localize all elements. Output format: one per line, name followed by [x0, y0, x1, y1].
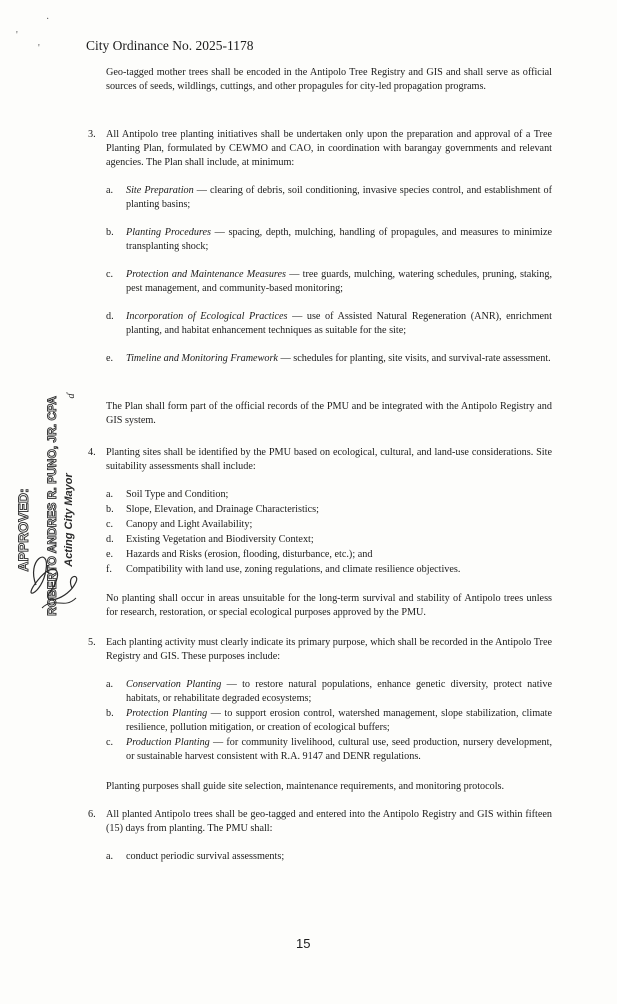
list-item-planting-procedures: Planting Procedures — spacing, depth, mulching, handling of propagules, and measures to minimize transplanting shock;: [126, 227, 552, 253]
scan-speck: ': [16, 30, 18, 41]
list-item-protection-planting: Protection Planting — to support erosion control, watershed management, slope stabilization, climate resilience, pollution mitigation, or creation of ecological buffers;: [126, 708, 552, 734]
section-3-text: All Antipolo tree planting initiatives shall be undertaken only upon the preparation and approval of a Tree Planting Plan, formulated by CEWMO and CAO, in coordination with barangay governments and relevant agencies. The Plan shall include, at minimum:: [106, 129, 552, 169]
scan-speck: ': [38, 43, 40, 54]
page-number: 15: [296, 936, 311, 951]
list-item: Soil Type and Condition;: [126, 489, 229, 500]
stamp-name-text: ROBERTO ANDRES R. PUNO, JR. CPA: [45, 396, 59, 616]
ordinance-header: City Ordinance No. 2025-1178: [86, 38, 254, 53]
section-5-closing: Planting purposes shall guide site selection, maintenance requirements, and monitoring protocols.: [106, 781, 505, 792]
list-item: Slope, Elevation, and Drainage Characteristics;: [126, 504, 319, 515]
section-5-number: 5.: [88, 637, 96, 648]
list-letter: c.: [106, 737, 114, 748]
list-item-site-preparation: Site Preparation — clearing of debris, soil conditioning, invasive species control, and establishment of planting basins;: [126, 185, 552, 211]
list-letter: f.: [106, 564, 112, 575]
section-6-text: All planted Antipolo trees shall be geo-tagged and entered into the Antipolo Registry and GIS within fifteen (15) days from planting. The PMU shall:: [106, 809, 552, 835]
svg-text:ɗ: ɗ: [66, 393, 77, 399]
intro-paragraph: Geo-tagged mother trees shall be encoded in the Antipolo Tree Registry and GIS and shall serve as official sources of seeds, wildlings, cuttings, and other propagules for city-led propagation programs.: [106, 67, 552, 93]
list-item: Canopy and Light Availability;: [126, 519, 253, 530]
stamp-approved-text: APPROVED:: [15, 488, 31, 572]
list-letter: a.: [106, 185, 114, 196]
section-6-number: 6.: [88, 809, 96, 820]
list-letter: b.: [106, 227, 114, 238]
scan-speck: ·: [46, 14, 50, 25]
list-letter: c.: [106, 269, 114, 280]
approval-stamp: [6, 370, 92, 642]
section-4-text: Planting sites shall be identified by the PMU based on ecological, cultural, and land-use considerations. Site suitability assessments shall include:: [106, 447, 552, 473]
section-4-number: 4.: [88, 447, 96, 458]
section-4-closing: No planting shall occur in areas unsuitable for the long-term survival and stability of Antipolo trees unless for research, restoration, or special ecological purposes approved by the PMU.: [106, 593, 552, 619]
list-letter: a.: [106, 489, 114, 500]
list-letter: c.: [106, 519, 114, 530]
list-item: Hazards and Risks (erosion, flooding, disturbance, etc.); and: [126, 549, 373, 560]
list-letter: e.: [106, 549, 114, 560]
stamp-title-text: Acting City Mayor: [63, 473, 75, 567]
list-item-protection-maintenance: Protection and Maintenance Measures — tree guards, mulching, watering schedules, pruning, staking, pest management, and community-based monitoring;: [126, 269, 552, 295]
list-letter: a.: [106, 851, 114, 862]
section-3-number: 3.: [88, 129, 96, 140]
section-5-text: Each planting activity must clearly indicate its primary purpose, which shall be recorded in the Antipolo Tree Registry and GIS. These purposes include:: [106, 637, 552, 663]
section-3-closing: The Plan shall form part of the official records of the PMU and be integrated with the Antipolo Registry and GIS system.: [106, 401, 552, 427]
list-item: Compatibility with land use, zoning regulations, and climate resilience objectives.: [126, 564, 461, 575]
list-item-ecological-practices: Incorporation of Ecological Practices — use of Assisted Natural Regeneration (ANR), enrichment planting, and habitat enhancement techniques as suitable for the site;: [126, 311, 552, 337]
list-item: conduct periodic survival assessments;: [126, 851, 285, 862]
list-item-timeline-monitoring: Timeline and Monitoring Framework — schedules for planting, site visits, and survival-rate assessment.: [126, 353, 551, 364]
list-item-conservation-planting: Conservation Planting — to restore natural populations, enhance genetic diversity, protect native habitats, or rehabilitate degraded ecosystems;: [126, 679, 552, 705]
list-letter: d.: [106, 534, 114, 545]
list-item-production-planting: Production Planting — for community livelihood, cultural use, seed production, nursery development, or sustainable harvest consistent with R.A. 9147 and DENR regulations.: [126, 737, 552, 763]
list-letter: b.: [106, 504, 114, 515]
list-letter: b.: [106, 708, 114, 719]
list-item: Existing Vegetation and Biodiversity Context;: [126, 534, 314, 545]
list-letter: a.: [106, 679, 114, 690]
list-letter: e.: [106, 353, 114, 364]
list-letter: d.: [106, 311, 114, 322]
